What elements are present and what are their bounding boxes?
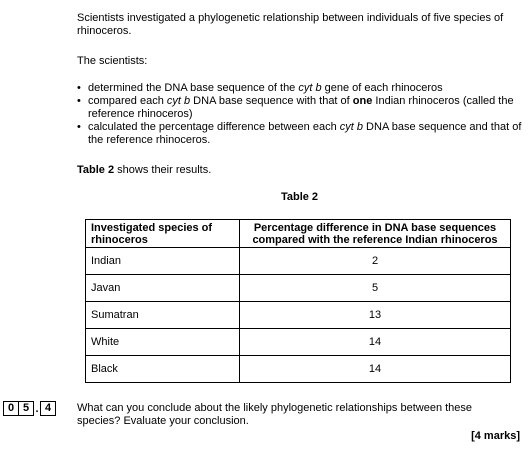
results-table (85, 219, 511, 383)
percentage-cell: 5 (240, 275, 511, 302)
species-cell: White (86, 329, 240, 356)
table-row (86, 248, 511, 275)
question-number (3, 401, 56, 416)
table-row (86, 302, 511, 329)
question-number-box: 4 (40, 401, 56, 416)
percentage-cell: 2 (240, 248, 511, 275)
table-title: Table 2 (280, 191, 319, 203)
header-species: Investigated species of rhinoceros (86, 220, 240, 248)
species-cell: Black (86, 356, 240, 383)
bullet-dot-icon: • (77, 121, 81, 133)
table-header-row (86, 220, 511, 248)
bullet-dot-icon: • (77, 82, 81, 94)
intro-paragraph: Scientists investigated a phylogenetic relationship between individuals of five species of rhinoceros. (77, 12, 504, 37)
percentage-cell: 13 (240, 302, 511, 329)
species-cell: Sumatran (86, 302, 240, 329)
table-row (86, 275, 511, 302)
bullet-dot-icon: • (77, 95, 81, 107)
question-text: What can you conclude about the likely phylogenetic relationships between these species? Evaluate your conclusion. (77, 402, 473, 427)
species-cell: Javan (86, 275, 240, 302)
table-row (86, 356, 511, 383)
species-cell: Indian (86, 248, 240, 275)
marks-label: [4 marks] (471, 430, 520, 442)
percentage-cell: 14 (240, 329, 511, 356)
question-number-box: 5 (19, 401, 34, 416)
table-row (86, 329, 511, 356)
method-bullet-list (77, 82, 522, 147)
header-percentage-difference: Percentage difference in DNA base sequences compared with the reference Indian rhinoceros (240, 220, 511, 248)
question-number-separator: . (35, 403, 39, 415)
bullet-item: • determined the DNA base sequence of the cyt b gene of each rhinoceros (77, 82, 443, 94)
scientists-label: The scientists: (77, 55, 148, 67)
percentage-cell: 14 (240, 356, 511, 383)
results-line: Table 2 shows their results. (77, 164, 212, 176)
question-number-box: 0 (3, 401, 19, 416)
bullet-item: • compared each cyt b DNA base sequence with that of one Indian rhinoceros (called the reference rhinoceros) (77, 95, 514, 120)
bullet-item: • calculated the percentage difference between each cyt b DNA base sequence and that of the reference rhinoceros. (77, 121, 522, 146)
